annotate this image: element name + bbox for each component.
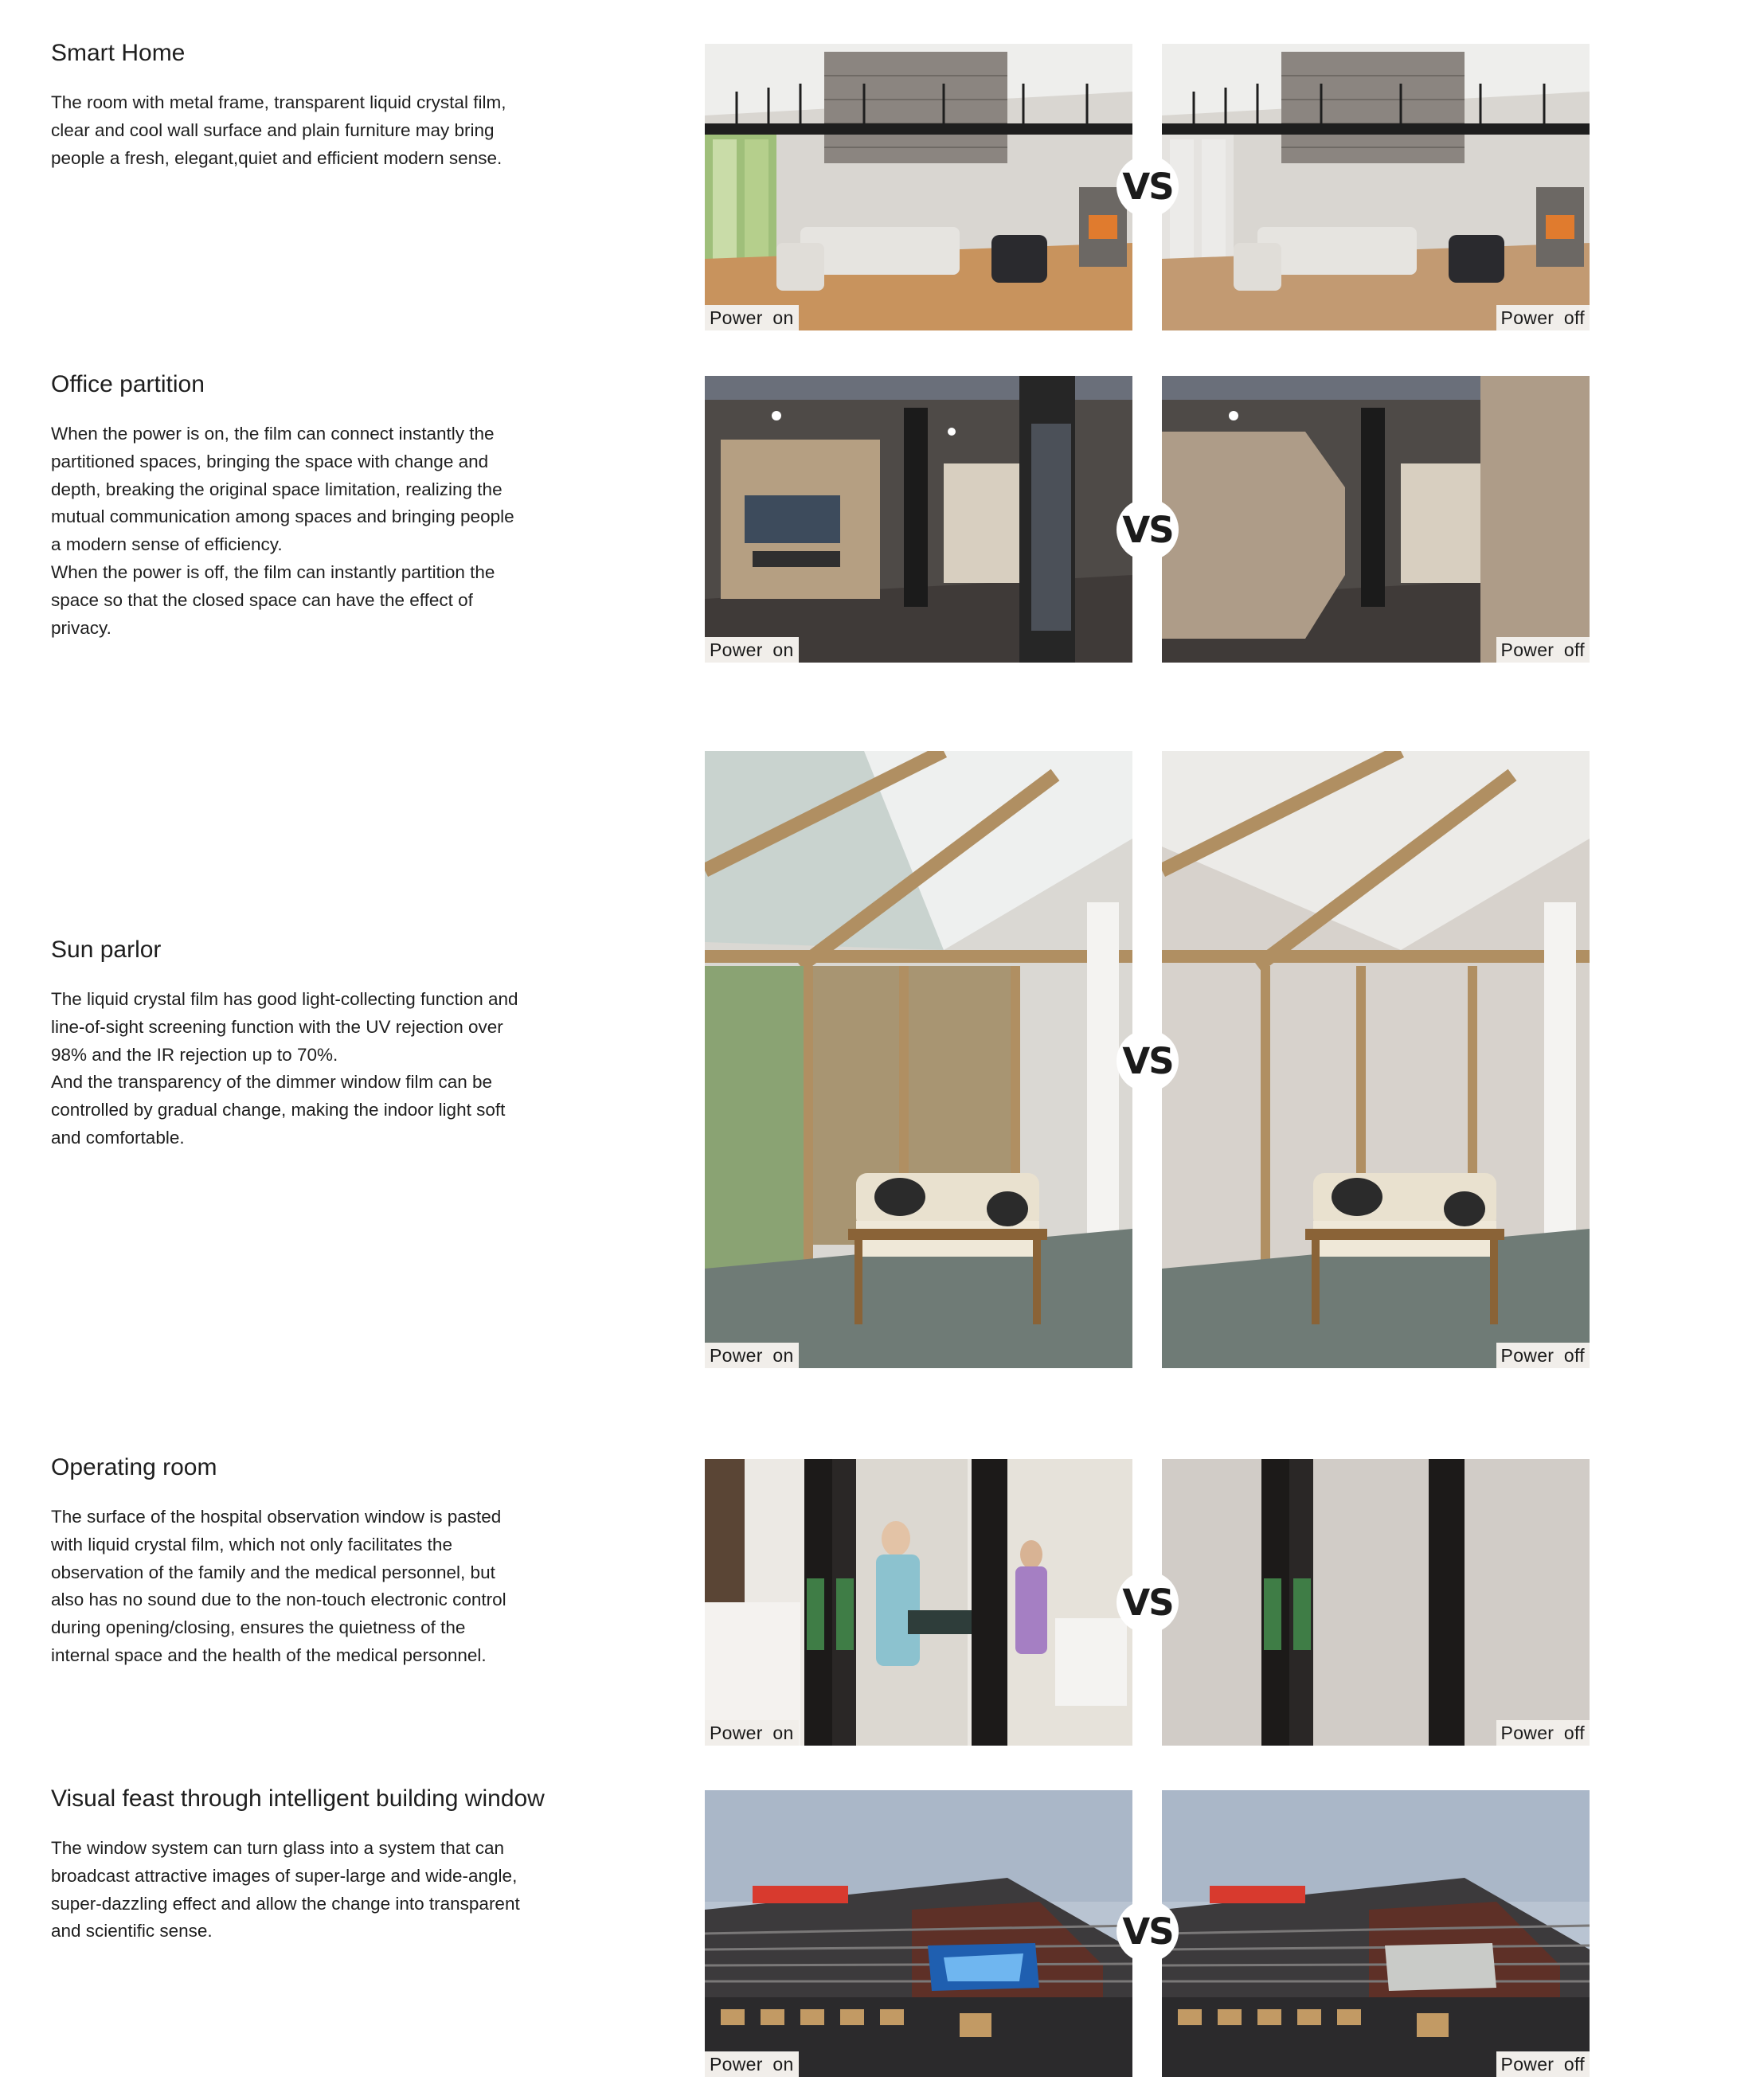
section-description <box>51 89 529 172</box>
power-off-label: Power off <box>1496 2051 1590 2077</box>
section-title: Smart Home <box>51 40 186 66</box>
section-operating-room <box>0 1418 1752 1752</box>
comparison-pair <box>705 376 1590 663</box>
photo-power-on <box>705 1459 1132 1746</box>
section-title: Visual feast through intelligent building window <box>51 1785 545 1812</box>
photo-power-on <box>705 44 1132 330</box>
section-description <box>51 986 529 1152</box>
power-off-label: Power off <box>1496 1343 1590 1368</box>
description-line: also has no sound due to the non-touch electronic control <box>51 1590 506 1610</box>
description-line: mutual communication among spaces and bringing people <box>51 506 514 527</box>
photo-power-on <box>705 376 1132 663</box>
power-on-label: Power on <box>705 1720 799 1746</box>
vs-badge: VS <box>1117 1030 1179 1092</box>
description-line: When the power is off, the film can instantly partition the <box>51 561 495 582</box>
power-on-label: Power on <box>705 1343 799 1368</box>
photo-power-on <box>705 1790 1132 2077</box>
description-line: a modern sense of efficiency. <box>51 534 283 555</box>
description-line: The liquid crystal film has good light-collecting function and <box>51 989 518 1009</box>
description-line: The window system can turn glass into a system that can <box>51 1838 505 1858</box>
section-description <box>51 420 529 642</box>
description-line: partitioned spaces, bringing the space with change and <box>51 451 489 471</box>
comparison-pair <box>705 751 1590 1368</box>
vs-badge: VS <box>1117 499 1179 561</box>
vs-badge: VS <box>1117 1900 1179 1962</box>
description-line: depth, breaking the original space limitation, realizing the <box>51 479 503 499</box>
section-intelligent-building-window <box>0 1752 1752 2100</box>
description-line: The surface of the hospital observation window is pasted <box>51 1507 502 1527</box>
description-line: and scientific sense. <box>51 1921 213 1942</box>
description-line: The room with metal frame, transparent liquid crystal film, <box>51 92 506 112</box>
power-off-label: Power off <box>1496 1720 1590 1746</box>
photo-power-off <box>1162 376 1590 663</box>
description-line: people a fresh, elegant,quiet and efficient modern sense. <box>51 147 503 168</box>
description-line: internal space and the health of the medical personnel. <box>51 1644 487 1665</box>
description-line: line-of-sight screening function with the UV rejection over <box>51 1016 503 1037</box>
photo-power-off <box>1162 751 1590 1368</box>
section-title: Office partition <box>51 371 205 397</box>
comparison-pair <box>705 44 1590 330</box>
description-line: with liquid crystal film, which not only facilitates the <box>51 1534 452 1554</box>
description-line: observation of the family and the medical personnel, but <box>51 1562 495 1582</box>
section-text <box>51 937 529 1152</box>
power-on-label: Power on <box>705 637 799 663</box>
photo-power-off <box>1162 1459 1590 1746</box>
description-line: 98% and the IR rejection up to 70%. <box>51 1044 338 1065</box>
section-description <box>51 1504 529 1670</box>
vs-badge: VS <box>1117 155 1179 217</box>
description-line: during opening/closing, ensures the quietness of the <box>51 1617 466 1638</box>
description-line: controlled by gradual change, making the indoor light soft <box>51 1100 506 1120</box>
photo-power-off <box>1162 1790 1590 2077</box>
power-on-label: Power on <box>705 305 799 330</box>
power-on-label: Power on <box>705 2051 799 2077</box>
section-text <box>51 371 529 642</box>
section-description <box>51 1835 529 1946</box>
section-title: Sun parlor <box>51 937 162 963</box>
description-line: When the power is on, the film can connect instantly the <box>51 424 495 444</box>
section-text <box>51 40 529 172</box>
description-line: privacy. <box>51 617 111 638</box>
description-line: clear and cool wall surface and plain furniture may bring <box>51 119 495 140</box>
section-sun-parlor <box>0 749 1752 1386</box>
photo-power-on <box>705 751 1132 1368</box>
description-line: and comfortable. <box>51 1127 185 1148</box>
comparison-pair <box>705 1790 1590 2077</box>
section-text <box>51 1454 529 1670</box>
section-title: Operating room <box>51 1454 217 1480</box>
power-off-label: Power off <box>1496 305 1590 330</box>
description-line: super-dazzling effect and allow the change into transparent <box>51 1893 520 1914</box>
vs-badge: VS <box>1117 1571 1179 1633</box>
description-line: space so that the closed space can have the effect of <box>51 589 473 610</box>
section-smart-home <box>0 0 1752 334</box>
section-office-partition <box>0 334 1752 701</box>
comparison-pair <box>705 1459 1590 1746</box>
description-line: And the transparency of the dimmer window film can be <box>51 1072 493 1093</box>
description-line: broadcast attractive images of super-large and wide-angle, <box>51 1865 518 1886</box>
power-off-label: Power off <box>1496 637 1590 663</box>
section-text <box>51 1785 545 1946</box>
photo-power-off <box>1162 44 1590 330</box>
